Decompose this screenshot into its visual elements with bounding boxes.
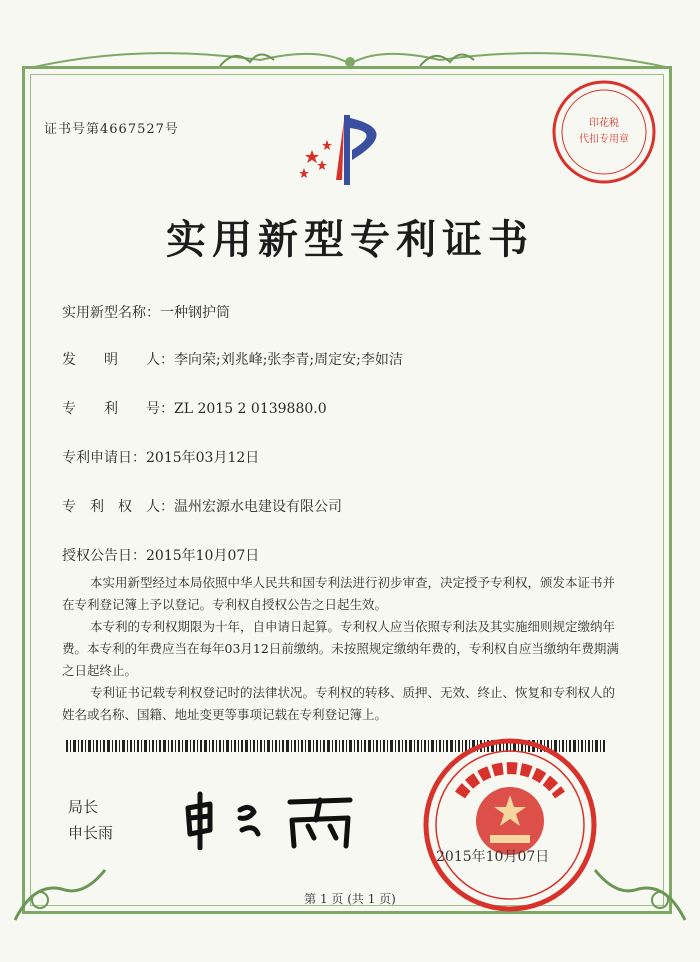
handwritten-signature xyxy=(180,790,380,850)
field-value: 一种钢护筒 xyxy=(160,305,230,321)
paragraph-term: 本专利的专利权期限为十年，自申请日起算。专利权人应当依照专利法及其实施细则规定缴纳年费。本专利的年费应当在每年03月12日前缴纳。未按照规定缴纳年费的，专利权自应当缴纳年费期满之日起终止。 xyxy=(62,619,619,678)
page-footer: 第 1 页 (共 1 页) xyxy=(304,892,396,906)
field-label: 实用新型名称： xyxy=(62,305,160,321)
field-value: 李向荣;刘兆峰;张李青;周定安;李如洁 xyxy=(174,352,403,368)
field-value: ZL 2015 2 0139880.0 xyxy=(174,401,327,417)
certificate-title: 实用新型专利证书 xyxy=(166,216,534,263)
svg-text:印花税: 印花税 xyxy=(589,118,619,129)
field-inventors xyxy=(62,349,403,369)
field-label: 授权公告日： xyxy=(62,548,146,564)
field-value: 2015年03月12日 xyxy=(146,450,260,466)
signatory-title: 局长 xyxy=(68,798,99,816)
certificate-number: 证书号第4667527号 xyxy=(44,122,179,137)
field-label: 发 明 人： xyxy=(62,352,174,368)
field-label: 专 利 权 人： xyxy=(62,499,174,515)
field-value: 温州宏源水电建设有限公司 xyxy=(174,499,342,515)
seal-date: 2015年10月07日 xyxy=(436,849,550,865)
field-label: 专利申请日： xyxy=(62,450,146,466)
field-value: 2015年10月07日 xyxy=(146,548,260,564)
patent-office-logo xyxy=(292,110,412,190)
field-patent-number xyxy=(62,398,327,418)
svg-text:代扣专用章: 代扣专用章 xyxy=(579,134,629,145)
paragraph-legal-status: 专利证书记载专利权登记时的法律状况。专利权的转移、质押、无效、终止、恢复和专利权人的姓名或名称、国籍、地址变更等事项记载在专利登记簿上。 xyxy=(62,685,616,722)
paragraph-grant: 本实用新型经过本局依照中华人民共和国专利法进行初步审查，决定授予专利权，颁发本证书并在专利登记簿上予以登记。专利权自授权公告之日起生效。 xyxy=(62,575,616,612)
field-patentee xyxy=(62,496,342,516)
field-application-date xyxy=(62,447,259,467)
national-ip-office-seal xyxy=(420,735,600,915)
signatory-name: 申长雨 xyxy=(68,824,114,842)
field-grant-date xyxy=(62,545,259,565)
field-utility-name xyxy=(62,302,230,322)
tax-stamp-seal xyxy=(548,76,660,188)
field-label: 专 利 号： xyxy=(62,401,174,417)
